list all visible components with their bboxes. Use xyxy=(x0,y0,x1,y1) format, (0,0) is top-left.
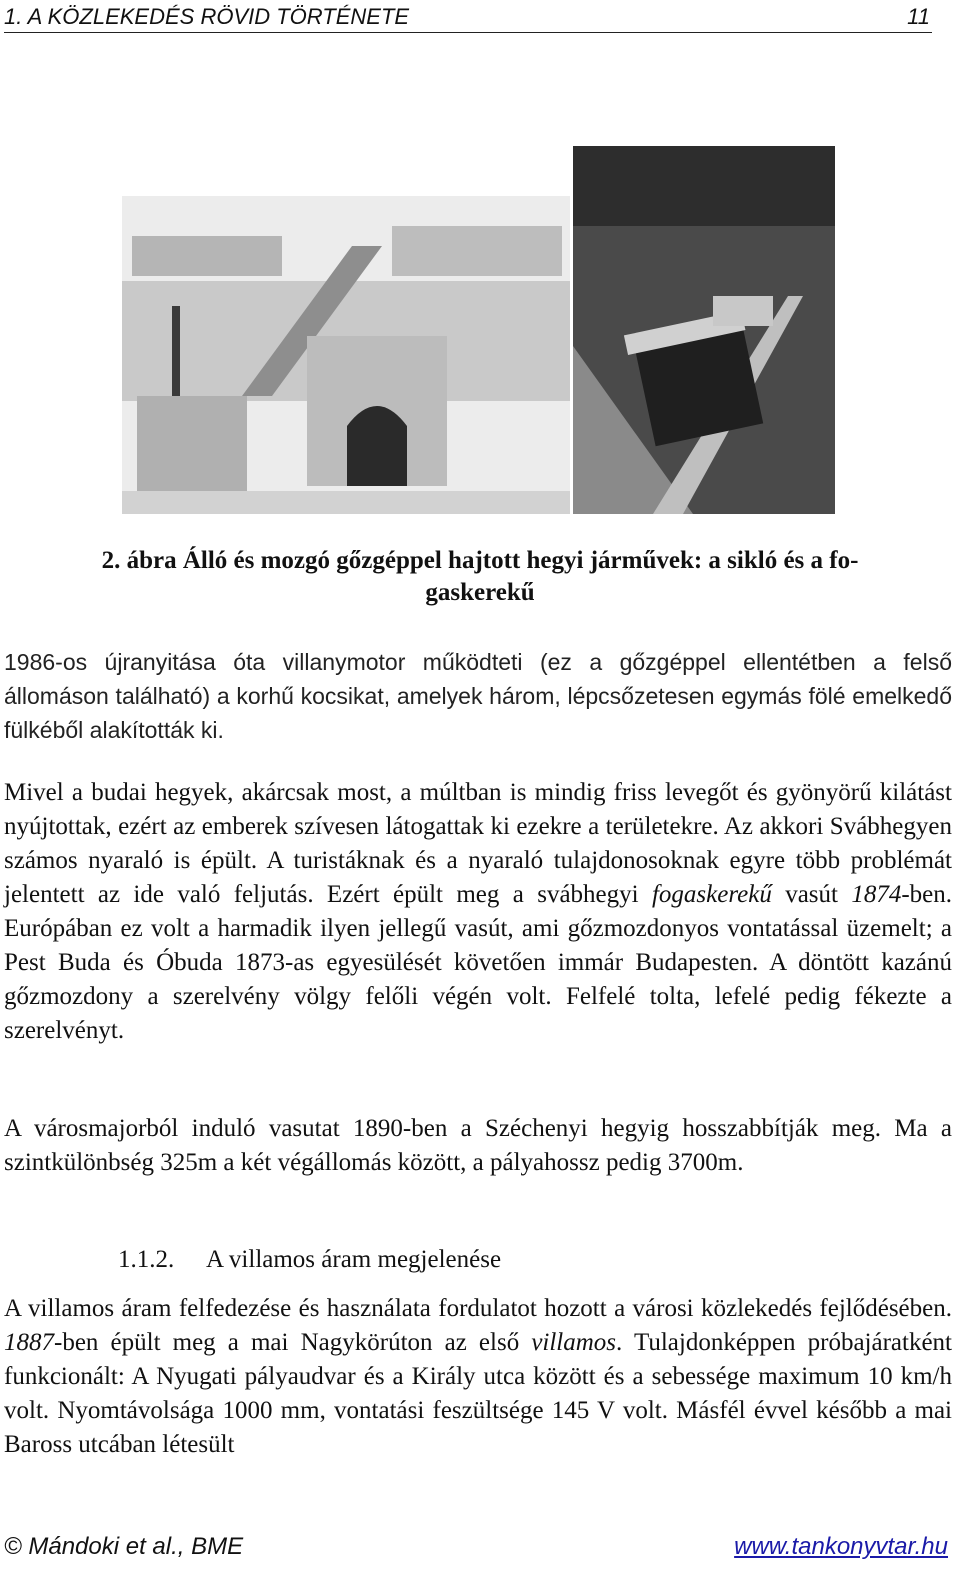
cogwheel-railway-photo xyxy=(573,146,835,514)
paragraph-funicular-restoration: 1986-os újranyitása óta villanymotor működteti (ez a gőzgéppel ellentétben a felső állomáson található) a korhű kocsikat, amelyek három, lépcsőzetesen egymás fölé emelkedő fülkéből alakították ki. xyxy=(4,649,952,743)
website-link[interactable]: www.tankonyvtar.hu xyxy=(734,1533,948,1560)
year-emphasis: 1874 xyxy=(851,881,902,908)
subsection-heading xyxy=(118,1243,501,1277)
figure-caption xyxy=(0,545,960,609)
page-footer xyxy=(4,1528,948,1566)
text: -ben. Európában ez volt a harmadik ilyen jellegű vasút, ami gőzmozdonyos vontatással üzemelt; a Pest Buda és Óbuda 1873-as egyesülését követően immár Budapesten. A döntött kazánú gőzmozdony a szerelvény völgy felőli végén volt. Felfelé tolta, lefelé pedig fékezte a szerelvényt. xyxy=(4,881,952,1044)
page-number: 11 xyxy=(907,4,930,29)
text: A villamos áram felfedezése és használata fordulatot hozott a városi közlekedés fejlődésében. xyxy=(4,1295,952,1322)
funicular-engraving-image xyxy=(122,196,570,514)
subsection-number: 1.1.2. xyxy=(118,1246,175,1273)
chapter-title: 1. A KÖZLEKEDÉS RÖVID TÖRTÉNETE xyxy=(4,4,410,29)
text: vasút xyxy=(771,881,852,908)
subsection-title: A villamos áram megjelenése xyxy=(206,1246,502,1273)
term-emphasis: fogaskerekű xyxy=(651,881,772,908)
paragraph-extension: A városmajorból induló vasutat 1890-ben a Széchenyi hegyig hosszabbítják meg. Ma a szintkülönbség 325m a két végállomás között, a pályahossz pedig 3700m. xyxy=(4,1115,952,1176)
text: . Tulajdonképpen próbajáratként funkcionált: A Nyugati pályaudvar és a Király utca között és a sebessége maximum 10 km/h volt. Nyomtávolsága 1000 mm, vontatási feszültsége 145 V volt. Másfél évvel később a mai Baross utcában létesült xyxy=(4,1329,952,1458)
year-emphasis: 1887 xyxy=(4,1329,54,1356)
caption-line-1: 2. ábra Álló és mozgó gőzgéppel hajtott hegyi járművek: a sikló és a fo- xyxy=(101,547,859,574)
paragraph-cogwheel-history xyxy=(4,776,952,1048)
text: Mivel a budai hegyek, akárcsak most, a múltban is mindig friss levegőt és gyönyörű kilátást nyújtottak, ezért az emberek szívesen látogattak ki ezekre a területekre. Az akkori Svábhegyen számos nyaraló is épült. A turistáknak és a nyaraló tulajdonosoknak egyre több problémát jelentett az ide való feljutás. Ezért épült meg a svábhegyi xyxy=(4,779,952,908)
term-emphasis: villamos xyxy=(531,1329,617,1356)
caption-line-2: gaskerekű xyxy=(425,579,535,606)
text: -ben épült meg a mai Nagykörúton az első xyxy=(54,1329,532,1356)
copyright-notice: © Mándoki et al., BME xyxy=(4,1533,244,1560)
paragraph-electric-tram xyxy=(4,1292,952,1462)
page-header xyxy=(4,2,932,33)
